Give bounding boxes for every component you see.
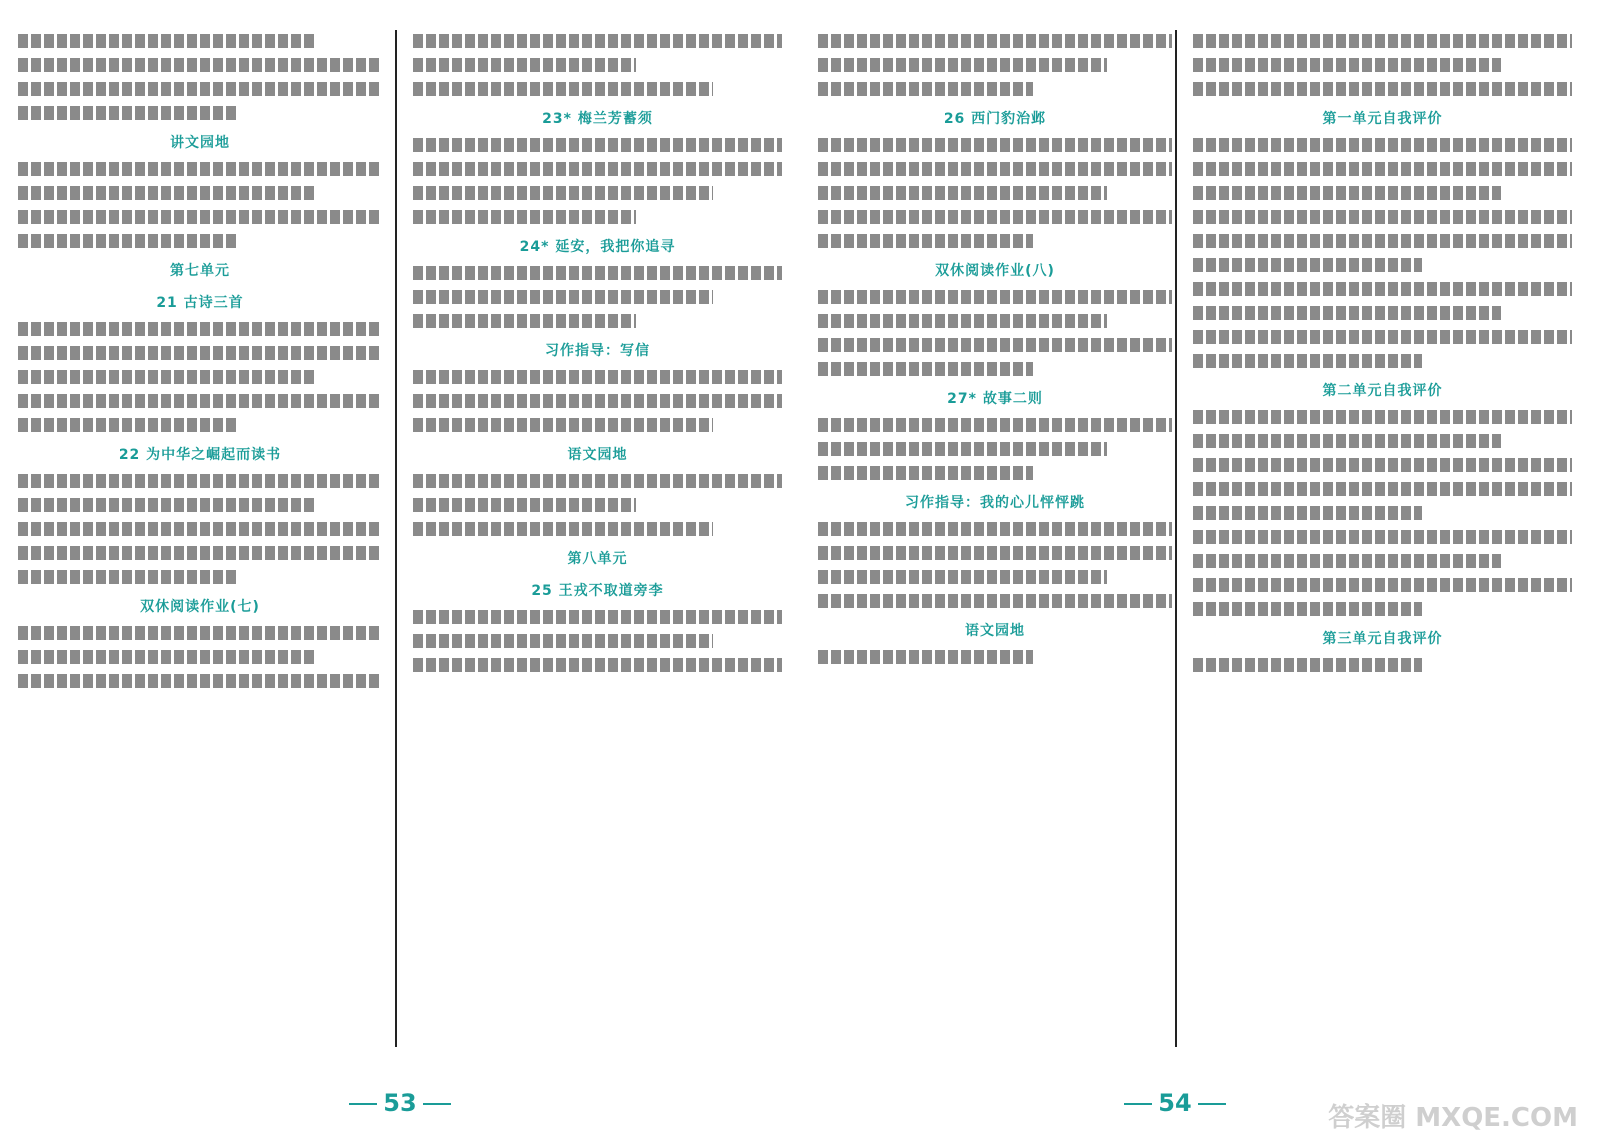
right-column-1 <box>810 24 1180 1047</box>
section-heading: 双休阅读作业(七) <box>140 599 260 615</box>
section-heading: 24* 延安，我把你追寻 <box>519 239 676 255</box>
section-heading: 第二单元自我评价 <box>1322 383 1443 399</box>
left-column-1 <box>10 24 390 1047</box>
section-heading: 26 西门豹治邺 <box>943 111 1047 127</box>
section-heading: 第八单元 <box>567 551 628 567</box>
section-heading: 21 古诗三首 <box>156 295 244 311</box>
section-heading: 23* 梅兰芳蓄须 <box>542 111 653 127</box>
right-column-2 <box>1185 24 1580 1047</box>
section-heading: 习作指导：写信 <box>545 343 650 359</box>
page-number: 54 <box>1075 1089 1275 1117</box>
page-number: 53 <box>300 1089 500 1117</box>
section-heading: 27* 故事二则 <box>947 391 1043 407</box>
section-heading: 语文园地 <box>965 623 1025 639</box>
section-heading: 习作指导：我的心儿怦怦跳 <box>905 495 1085 511</box>
column-divider <box>395 30 397 1047</box>
section-heading: 25 王戎不取道旁李 <box>531 583 664 599</box>
watermark: 答案圈 MXQE.COM <box>1328 1103 1578 1133</box>
right-page <box>800 0 1600 1142</box>
column-divider <box>1175 30 1177 1047</box>
section-heading: 语文园地 <box>567 447 628 463</box>
section-heading: 22 为中华之崛起而读书 <box>118 447 282 463</box>
section-heading: 讲文园地 <box>170 135 230 151</box>
section-heading: 第一单元自我评价 <box>1322 111 1443 127</box>
left-column-2 <box>405 24 790 1047</box>
section-heading: 第三单元自我评价 <box>1322 631 1443 647</box>
section-heading: 第七单元 <box>170 263 230 279</box>
section-heading: 双休阅读作业(八) <box>935 263 1055 279</box>
